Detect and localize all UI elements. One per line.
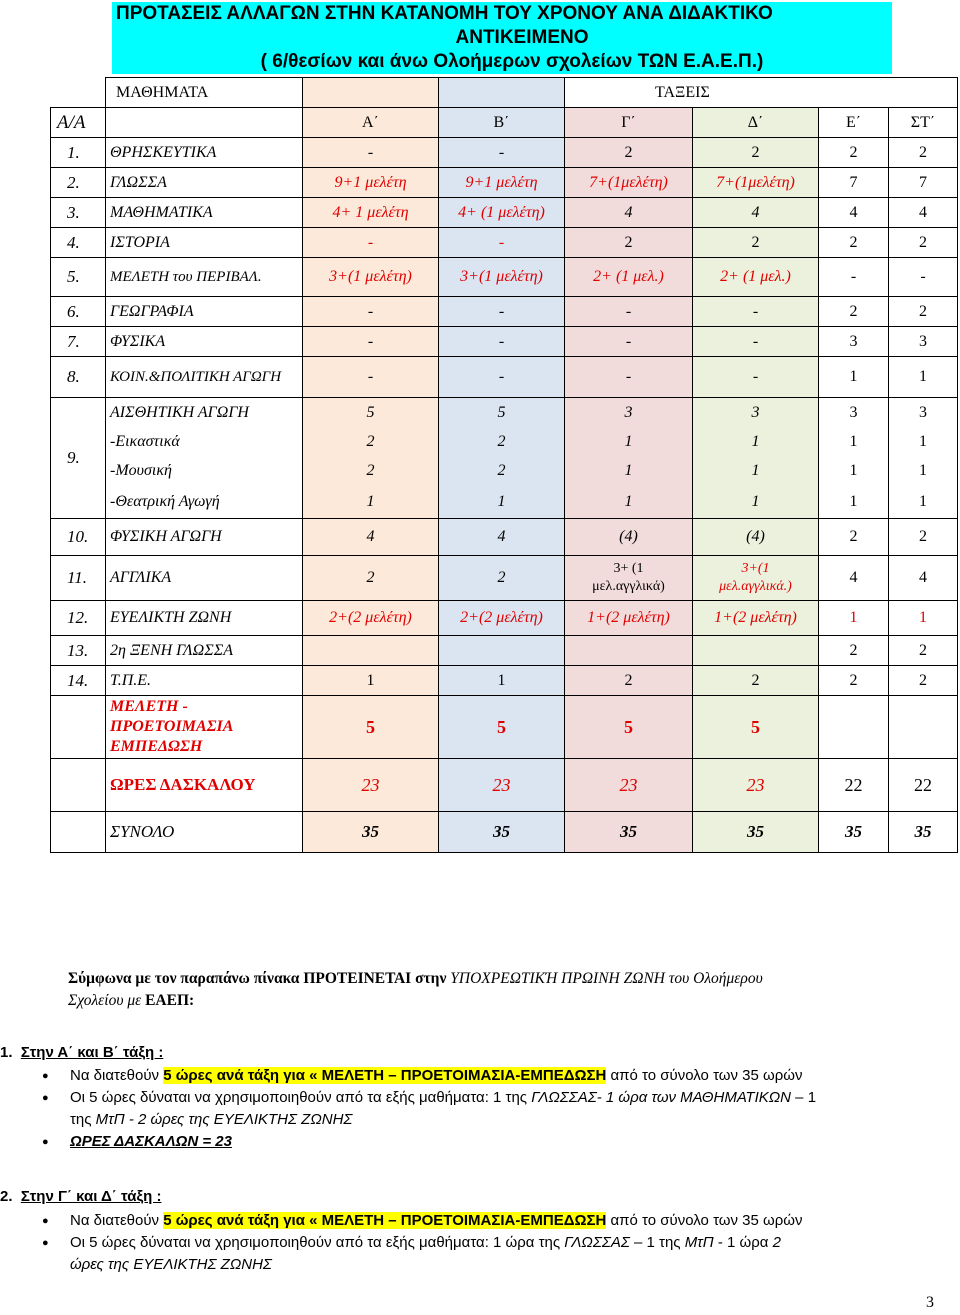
cell: 2 — [693, 138, 819, 168]
cell: 3 — [889, 398, 958, 428]
section-1-list — [40, 1065, 940, 1153]
cell — [889, 696, 958, 759]
cell: 23 — [693, 759, 819, 812]
table-row — [51, 812, 958, 853]
table-row — [51, 456, 958, 485]
cell: 1 — [889, 456, 958, 485]
cell: 1+(2 μελέτη) — [565, 601, 693, 636]
cell: - — [303, 327, 439, 357]
cell: 1 — [565, 427, 693, 456]
cell: 3+(1 μελ.αγγλικά.) — [693, 556, 819, 601]
table-row — [51, 666, 958, 696]
cell: 2 — [819, 636, 889, 666]
timetable-table — [50, 77, 958, 853]
row-subject: ΣΥΝΟΛΟ — [106, 812, 303, 853]
cell: 23 — [565, 759, 693, 812]
row-subject: -Θεατρική Αγωγή — [106, 485, 303, 519]
cell: 5 — [439, 398, 565, 428]
cell: 22 — [819, 759, 889, 812]
list-item: ● Να διατεθούν 5 ώρες ανά τάξη για « ΜΕΛΕΤΗ – ΠΡΟΕΤΟΙΜΑΣΙΑ-ΕΜΠΕΔΩΣΗ από το σύνολο των 35 ωρών — [40, 1065, 940, 1087]
cell: (4) — [693, 519, 819, 556]
cell: 2 — [889, 138, 958, 168]
cell: 7+(1μελέτη) — [693, 168, 819, 198]
table-row — [51, 485, 958, 519]
table-row — [51, 138, 958, 168]
cell: 4+ 1 μελέτη — [303, 198, 439, 228]
cell: - — [303, 357, 439, 398]
cell: 1 — [819, 485, 889, 519]
cell: 23 — [303, 759, 439, 812]
cell: 1 — [303, 666, 439, 696]
cell: - — [303, 138, 439, 168]
class-label: Α΄ — [303, 108, 439, 138]
cell: 5 — [693, 696, 819, 759]
row-number: 10. — [51, 519, 106, 556]
cell: - — [439, 297, 565, 327]
row-number: 11. — [51, 556, 106, 601]
cell: 4 — [565, 198, 693, 228]
row-number: 1. — [51, 138, 106, 168]
cell — [693, 636, 819, 666]
row-subject: ΚΟΙΝ.&ΠΟΛΙΤΙΚΗ ΑΓΩΓΗ — [106, 357, 303, 398]
cell: 2 — [303, 427, 439, 456]
cell: - — [565, 297, 693, 327]
cell: 1 — [819, 357, 889, 398]
cell: 2 — [303, 556, 439, 601]
row-subject: ΦΥΣΙΚΑ — [106, 327, 303, 357]
list-item: ● ΩΡΕΣ ΔΑΣΚΑΛΩΝ = 23 — [40, 1131, 940, 1153]
cell — [819, 696, 889, 759]
cell: 2 — [693, 228, 819, 258]
section-2-list — [40, 1210, 940, 1276]
cell: 4 — [889, 198, 958, 228]
cell: - — [819, 258, 889, 297]
cell: 35 — [303, 812, 439, 853]
header-aa: Α/Α — [51, 108, 106, 138]
class-label: Δ΄ — [693, 108, 819, 138]
cell: 9+1 μελέτη — [303, 168, 439, 198]
row-subject: ΜΕΛΕΤΗ του ΠΕΡΙΒΑΛ. — [106, 258, 303, 297]
class-label: Γ΄ — [565, 108, 693, 138]
row-number: 4. — [51, 228, 106, 258]
cell: 1 — [693, 485, 819, 519]
cell: 1 — [889, 601, 958, 636]
cell: 1 — [889, 357, 958, 398]
cell: 3+ (1 μελ.αγγλικά) — [565, 556, 693, 601]
cell: 2+(2 μελέτη) — [439, 601, 565, 636]
row-subject: ΘΡΗΣΚΕΥΤΙΚΑ — [106, 138, 303, 168]
table-row — [51, 198, 958, 228]
cell: 35 — [693, 812, 819, 853]
cell: 4 — [819, 556, 889, 601]
cell: 2 — [819, 666, 889, 696]
title-line-1: ΠΡΟΤΑΣΕΙΣ ΑΛΛΑΓΩΝ ΣΤΗΝ ΚΑΤΑΝΟΜΗ ΤΟΥ ΧΡΟΝΟΥ ΑΝΑ ΔΙΔΑΚΤΙΚΟ — [116, 3, 773, 24]
cell: 3 — [889, 327, 958, 357]
table-row — [51, 759, 958, 812]
cell: 1 — [565, 456, 693, 485]
cell: 35 — [889, 812, 958, 853]
table-row — [51, 258, 958, 297]
table-row — [51, 357, 958, 398]
table-row — [51, 636, 958, 666]
cell: - — [439, 228, 565, 258]
cell: 2 — [819, 228, 889, 258]
cell: 2 — [565, 228, 693, 258]
cell: 4 — [819, 198, 889, 228]
cell: 2 — [819, 519, 889, 556]
cell: 5 — [565, 696, 693, 759]
row-subject: Τ.Π.Ε. — [106, 666, 303, 696]
cell: 5 — [303, 696, 439, 759]
cell: 2 — [889, 297, 958, 327]
row-number: 2. — [51, 168, 106, 198]
cell — [439, 636, 565, 666]
cell: - — [889, 258, 958, 297]
row-subject: -Μουσική — [106, 456, 303, 485]
cell: 7+(1μελέτη) — [565, 168, 693, 198]
row-number: 14. — [51, 666, 106, 696]
table-row — [51, 601, 958, 636]
cell: 1 — [439, 485, 565, 519]
cell: 4 — [439, 519, 565, 556]
cell: 1 — [819, 456, 889, 485]
cell: - — [303, 297, 439, 327]
cell: 1 — [439, 666, 565, 696]
cell: 35 — [565, 812, 693, 853]
cell: - — [303, 228, 439, 258]
cell: 1 — [565, 485, 693, 519]
row-subject: ΩΡΕΣ ΔΑΣΚΑΛΟΥ — [106, 759, 303, 812]
table-row — [51, 556, 958, 601]
cell: 5 — [303, 398, 439, 428]
table-row — [51, 168, 958, 198]
cell: 1 — [693, 456, 819, 485]
cell: 3+(1 μελέτη) — [439, 258, 565, 297]
table-classes-row — [51, 108, 958, 138]
cell: - — [693, 297, 819, 327]
cell: - — [565, 357, 693, 398]
cell: 3 — [819, 327, 889, 357]
cell: 23 — [439, 759, 565, 812]
page-title — [112, 2, 892, 74]
row-subject: ΓΛΩΣΣΑ — [106, 168, 303, 198]
row-subject: ΙΣΤΟΡΙΑ — [106, 228, 303, 258]
class-label: ΣΤ΄ — [889, 108, 958, 138]
list-item: ● Να διατεθούν 5 ώρες ανά τάξη για « ΜΕΛΕΤΗ – ΠΡΟΕΤΟΙΜΑΣΙΑ-ΕΜΠΕΔΩΣΗ από το σύνολο των 35 ωρών — [40, 1210, 940, 1232]
cell: 2 — [439, 427, 565, 456]
cell: 2 — [303, 456, 439, 485]
cell: 2+ (1 μελ.) — [565, 258, 693, 297]
cell: 2 — [439, 456, 565, 485]
cell: (4) — [565, 519, 693, 556]
table-row — [51, 696, 958, 759]
intro-paragraph: Σύμφωνα με τον παραπάνω πίνακα ΠΡΟΤΕΙΝΕΤΑΙ στην ΥΠΟΧΡΕΩΤΙΚΉ ΠΡΩΙΝΗ ΖΩΝΗ του Ολοήμερου Σχολείου με ΕΑΕΠ: — [68, 970, 763, 1009]
table-row — [51, 297, 958, 327]
cell: 2 — [565, 138, 693, 168]
row-subject: -Εικαστικά — [106, 427, 303, 456]
row-subject: ΕΥΕΛΙΚΤΗ ΖΩΝΗ — [106, 601, 303, 636]
cell: 2+(2 μελέτη) — [303, 601, 439, 636]
class-label: Ε΄ — [819, 108, 889, 138]
title-line-2: ΑΝΤΙΚΕΙΜΕΝΟ — [455, 27, 589, 48]
cell: - — [565, 327, 693, 357]
cell: 4 — [693, 198, 819, 228]
page-number: 3 — [926, 1294, 934, 1311]
cell: 35 — [439, 812, 565, 853]
cell: - — [439, 327, 565, 357]
cell: 5 — [439, 696, 565, 759]
cell — [303, 636, 439, 666]
table-row — [51, 427, 958, 456]
row-number: 12. — [51, 601, 106, 636]
cell: 1 — [889, 485, 958, 519]
list-item: ● Οι 5 ώρες δύναται να χρησιμοποιηθούν από τα εξής μαθήματα: 1 της ΓΛΩΣΣΑΣ- 1 ώρα των ΜΑΘΗΜΑΤΙΚΩΝ – 1 της ΜτΠ - 2 ώρες της ΕΥΕΛΙΚΤΗΣ ΖΩΝΗΣ — [40, 1087, 940, 1131]
cell: 2 — [565, 666, 693, 696]
row-number: 7. — [51, 327, 106, 357]
row-subject: ΜΕΛΕΤΗ - ΠΡΟΕΤΟΙΜΑΣΙΑ ΕΜΠΕΔΩΣΗ — [106, 696, 303, 759]
cell: 2 — [889, 666, 958, 696]
row-number: 5. — [51, 258, 106, 297]
cell: - — [439, 138, 565, 168]
cell: 3+(1 μελέτη) — [303, 258, 439, 297]
cell: 2 — [889, 636, 958, 666]
row-number: 13. — [51, 636, 106, 666]
cell: 1 — [819, 601, 889, 636]
cell: 9+1 μελέτη — [439, 168, 565, 198]
row-number: 3. — [51, 198, 106, 228]
cell: 1 — [693, 427, 819, 456]
cell: 3 — [693, 398, 819, 428]
title-line-3: ( 6/θεσίων και άνω Ολοήμερων σχολείων ΤΩΝ Ε.Α.Ε.Π.) — [260, 51, 764, 72]
cell: 2 — [819, 138, 889, 168]
cell: 35 — [819, 812, 889, 853]
cell: 2 — [889, 519, 958, 556]
cell: 1 — [889, 427, 958, 456]
cell: 1 — [819, 427, 889, 456]
cell — [565, 636, 693, 666]
row-subject: ΦΥΣΙΚΗ ΑΓΩΓΗ — [106, 519, 303, 556]
row-subject: 2η ΞΕΝΗ ΓΛΩΣΣΑ — [106, 636, 303, 666]
cell: 2 — [439, 556, 565, 601]
cell: 3 — [565, 398, 693, 428]
row-subject: ΜΑΘΗΜΑΤΙΚΑ — [106, 198, 303, 228]
section-1-heading: 1. Στην Α΄ και Β΄ τάξη : — [0, 1044, 164, 1061]
cell: 7 — [819, 168, 889, 198]
cell: 1 — [303, 485, 439, 519]
cell: 4+ (1 μελέτη) — [439, 198, 565, 228]
table-row — [51, 519, 958, 556]
cell: 2 — [819, 297, 889, 327]
cell: 2 — [889, 228, 958, 258]
row-subject: ΑΙΣΘΗΤΙΚΗ ΑΓΩΓΗ — [106, 398, 303, 428]
table-row — [51, 327, 958, 357]
cell: - — [693, 327, 819, 357]
row-number: 9. — [51, 398, 106, 519]
cell: 2+ (1 μελ.) — [693, 258, 819, 297]
cell: 7 — [889, 168, 958, 198]
row-number: 8. — [51, 357, 106, 398]
header-classes: ΤΑΞΕΙΣ — [565, 78, 958, 108]
class-label: Β΄ — [439, 108, 565, 138]
list-item: ● Οι 5 ώρες δύναται να χρησιμοποιηθούν από τα εξής μαθήματα: 1 ώρα της ΓΛΩΣΣΑΣ – 1 της ΜτΠ - 1 ώρα 2 ώρες της ΕΥΕΛΙΚΤΗΣ ΖΩΝΗΣ — [40, 1232, 940, 1276]
cell: 1+(2 μελέτη) — [693, 601, 819, 636]
section-2-heading: 2. Στην Γ΄ και Δ΄ τάξη : — [0, 1188, 162, 1205]
cell: - — [439, 357, 565, 398]
cell: 22 — [889, 759, 958, 812]
cell: 4 — [889, 556, 958, 601]
table-row — [51, 228, 958, 258]
row-subject: ΓΕΩΓΡΑΦΙΑ — [106, 297, 303, 327]
row-number: 6. — [51, 297, 106, 327]
row-subject: ΑΓΓΛΙΚΑ — [106, 556, 303, 601]
cell: - — [693, 357, 819, 398]
table-header-row — [51, 78, 958, 108]
header-subjects: ΜΑΘΗΜΑΤΑ — [106, 78, 303, 108]
table-row — [51, 398, 958, 428]
cell: 3 — [819, 398, 889, 428]
cell: 2 — [693, 666, 819, 696]
cell: 4 — [303, 519, 439, 556]
